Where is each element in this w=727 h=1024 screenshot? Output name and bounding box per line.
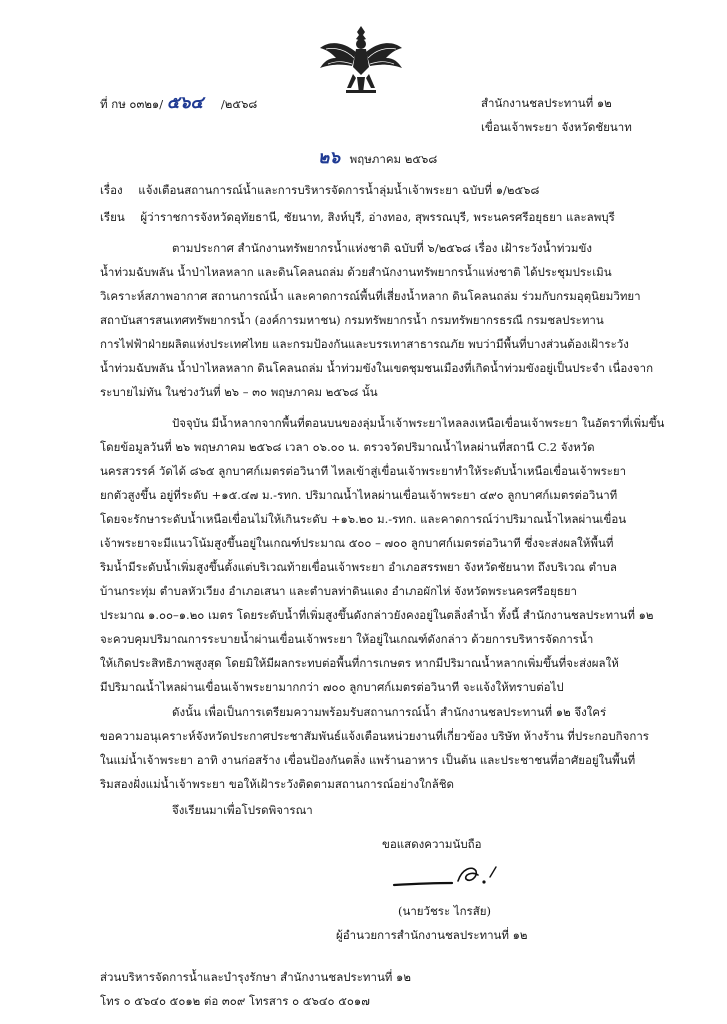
paragraph-line: สถาบันสารสนเทศทรัพยากรน้ำ (องค์การมหาชน) กรมทรัพยากรน้ำ กรมทรัพยากรธรณี กรมชลประทาน (100, 313, 604, 327)
subject-text: แจ้งเตือนสถานการณ์น้ำและการบริหารจัดการน้ำลุ่มน้ำเจ้าพระยา ฉบับที่ ๑/๒๕๖๘ (138, 183, 540, 197)
paragraph-line: โดยข้อมูลวันที่ ๒๖ พฤษภาคม ๒๕๖๘ เวลา ๐๖.๐๐ น. ตรวจวัดปริมาณน้ำไหลผ่านที่สถานี C.2 จังหวัด (100, 440, 595, 454)
paragraph-line: บ้านกระทุ่ม ตำบลหัวเวียง อำเภอเสนา และตำบลท่าดินแดง อำเภอผักไห่ จังหวัดพระนครศรีอยุธยา (100, 584, 577, 598)
body-paragraph-1 (100, 236, 680, 404)
document-number-suffix: /๒๕๖๘ (220, 97, 258, 111)
paragraph-line: ริมสองฝั่งแม่น้ำเจ้าพระยา ขอให้เฝ้าระวังติดตามสถานการณ์อย่างใกล้ชิด (100, 777, 455, 791)
paragraph-line: ประมาณ ๑.๐๐–๑.๒๐ เมตร โดยระดับน้ำที่เพิ่มสูงขึ้นดังกล่าวยังคงอยู่ในตลิ่งลำน้ำ ทั้งนี้ สำนักงานชลประทานที่ ๑๒ (100, 608, 654, 622)
office-line-2: เขื่อนเจ้าพระยา จังหวัดชัยนาท (481, 120, 632, 134)
paragraph-line: ให้เกิดประสิทธิภาพสูงสุด โดยมิให้มีผลกระทบต่อพื้นที่การเกษตร หากมีปริมาณน้ำหลากเพิ่มขึ้นที่จะส่งผลให้ (100, 656, 619, 670)
footer-phone: โทร ๐ ๕๖๔๐ ๕๐๑๒ ต่อ ๓๐๙ โทรสาร ๐ ๕๖๔๐ ๕๐๑๗ (100, 994, 370, 1008)
paragraph-line: วิเคราะห์สภาพอากาศ สถานการณ์น้ำ และคาดการณ์พื้นที่เสี่ยงน้ำหลาก ดินโคลนถล่ม ร่วมกับกรมอุตุนิยมวิทยา (100, 289, 641, 303)
body-paragraph-3 (100, 700, 680, 796)
subject-label: เรื่อง (100, 183, 123, 197)
document-number-handwritten: ๕๖๔ (166, 93, 204, 113)
signatory-name: (นายวัชระ ไกรสัย) (398, 904, 491, 918)
paragraph-line: เจ้าพระยาจะมีแนวโน้มสูงขึ้นอยู่ในเกณฑ์ประมาณ ๕๐๐ – ๗๐๐ ลูกบาศก์เมตรต่อวินาที ซึ่งจะส่งผลให้พื้นที่ (100, 536, 614, 550)
closing-request: จึงเรียนมาเพื่อโปรดพิจารณา (172, 803, 313, 817)
handwritten-signature-icon (392, 857, 502, 893)
paragraph-line: ปัจจุบัน มีน้ำหลากจากพื้นที่ตอนบนของลุ่มน้ำเจ้าพระยาไหลลงเหนือเขื่อนเจ้าพระยา ในอัตราที่เพิ่มขึ้น (172, 416, 665, 430)
recipient-label: เรียน (100, 210, 125, 224)
subject-line (100, 178, 539, 202)
paragraph-line: มีปริมาณน้ำไหลผ่านเขื่อนเจ้าพระยามากกว่า ๗๐๐ ลูกบาศก์เมตรต่อวินาที จะแจ้งให้ทราบต่อไป (100, 680, 564, 694)
document-date (318, 146, 437, 171)
paragraph-line: การไฟฟ้าฝ่ายผลิตแห่งประเทศไทย และกรมป้องกันและบรรเทาสาธารณภัย พบว่ามีพื้นที่บางส่วนต้องเฝ้าระวัง (100, 337, 629, 351)
document-number-prefix: ที่ กษ ๐๓๒๑/ (100, 97, 164, 111)
footer-department: ส่วนบริหารจัดการน้ำและบำรุงรักษา สำนักงานชลประทานที่ ๑๒ (100, 970, 411, 984)
paragraph-line: ริมน้ำมีระดับน้ำเพิ่มสูงขึ้นตั้งแต่บริเวณท้ายเขื่อนเจ้าพระยา อำเภอสรรพยา จังหวัดชัยนาท ถึงบริเวณ ตำบล (100, 560, 617, 574)
salutation: ขอแสดงความนับถือ (382, 837, 482, 851)
date-day-handwritten: ๒๖ (318, 148, 340, 168)
body-paragraph-2 (100, 411, 680, 699)
paragraph-line: โดยจะรักษาระดับน้ำเหนือเขื่อนไม่ให้เกินระดับ +๑๖.๒๐ ม.-รทก. และคาดการณ์ว่าปริมาณน้ำไหลผ่านเขื่อน (100, 512, 627, 526)
paragraph-line: ดังนั้น เพื่อเป็นการเตรียมความพร้อมรับสถานการณ์น้ำ สำนักงานชลประทานที่ ๑๒ จึงใคร่ (172, 705, 607, 719)
signatory-position: ผู้อำนวยการสำนักงานชลประทานที่ ๑๒ (336, 928, 528, 942)
garuda-emblem-icon (316, 22, 406, 100)
paragraph-line: ขอความอนุเคราะห์จังหวัดประกาศประชาสัมพันธ์แจ้งเตือนหน่วยงานที่เกี่ยวข้อง บริษัท ห้างร้าน ที่ประกอบกิจการ (100, 729, 649, 743)
document-number (100, 91, 257, 116)
paragraph-line: ในแม่น้ำเจ้าพระยา อาทิ งานก่อสร้าง เขื่อนป้องกันตลิ่ง แพร้านอาหาร เป็นต้น และประชาชนที่อาศัยอยู่ในพื้นที่ (100, 753, 636, 767)
paragraph-line: น้ำท่วมฉับพลัน น้ำป่าไหลหลาก ดินโคลนถล่ม น้ำท่วมขังในเขตชุมชนเมืองที่เกิดน้ำท่วมขังอยู่เป็นประจำ เนื่องจาก (100, 361, 654, 375)
recipient-text: ผู้ว่าราชการจังหวัดอุทัยธานี, ชัยนาท, สิงห์บุรี, อ่างทอง, สุพรรณบุรี, พระนครศรีอยุธยา และลพบุรี (140, 210, 615, 224)
paragraph-line: ยกตัวสูงขึ้น อยู่ที่ระดับ +๑๕.๔๗ ม.-รทก. ปริมาณน้ำไหลผ่านเขื่อนเจ้าพระยา ๔๙๐ ลูกบาศก์เมตรต่อวินาที (100, 488, 618, 502)
paragraph-line: น้ำท่วมฉับพลัน น้ำป่าไหลหลาก และดินโคลนถล่ม ด้วยสำนักงานทรัพยากรน้ำแห่งชาติ ได้ประชุมประเมิน (100, 265, 612, 279)
office-line-1: สำนักงานชลประทานที่ ๑๒ (481, 96, 612, 110)
recipient-line (100, 205, 615, 229)
paragraph-line: ระบายไม่ทัน ในช่วงวันที่ ๒๖ – ๓๐ พฤษภาคม ๒๕๖๘ นั้น (100, 385, 378, 399)
paragraph-line: จะควบคุมปริมาณการระบายน้ำผ่านเขื่อนเจ้าพระยา ให้อยู่ในเกณฑ์ดังกล่าว ด้วยการบริหารจัดการน้ำ (100, 632, 594, 646)
paragraph-line: ตามประกาศ สำนักงานทรัพยากรน้ำแห่งชาติ ฉบับที่ ๖/๒๕๖๘ เรื่อง เฝ้าระวังน้ำท่วมขัง (172, 241, 592, 255)
date-month-year: พฤษภาคม ๒๕๖๘ (349, 152, 438, 166)
paragraph-line: นครสวรรค์ วัดได้ ๘๖๕ ลูกบาศก์เมตรต่อวินาที ไหลเข้าสู่เขื่อนเจ้าพระยาทำให้ระดับน้ำเหนือเขื่อนเจ้าพระยา (100, 464, 627, 478)
